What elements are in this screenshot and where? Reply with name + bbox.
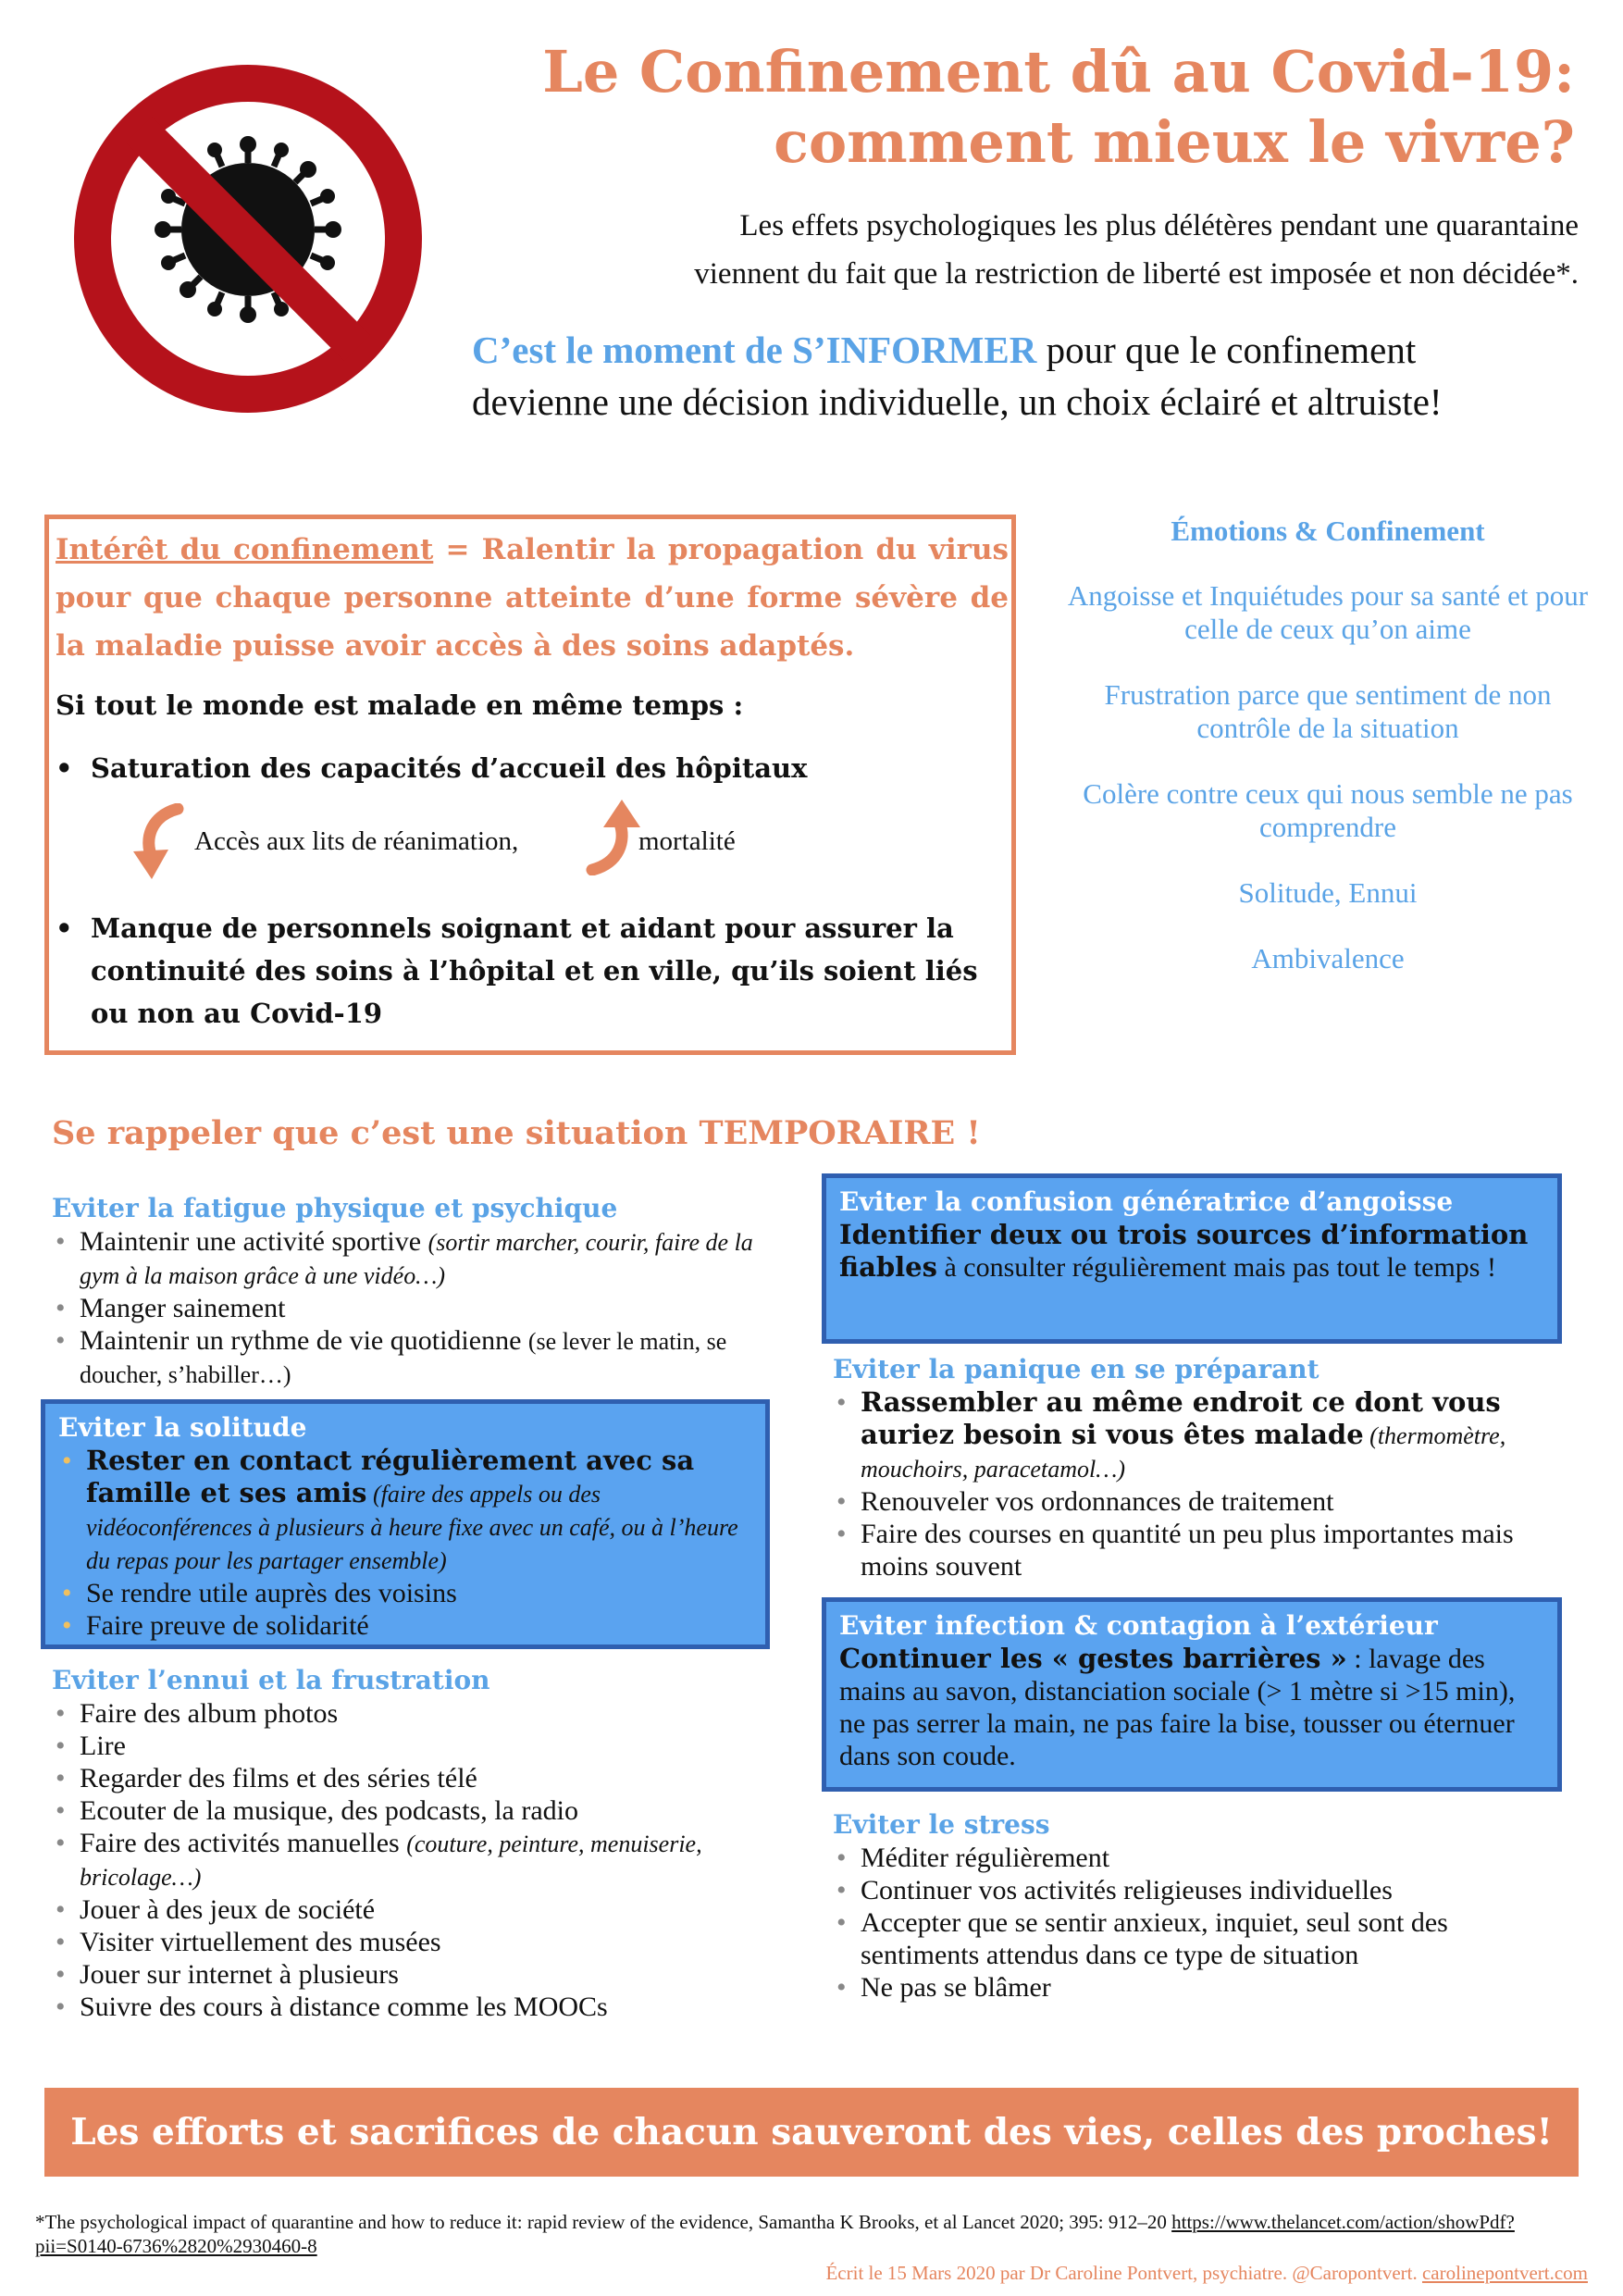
acces-reanimation: Accès aux lits de réanimation, (194, 826, 519, 856)
author-website-link[interactable]: carolinepontvert.com (1421, 2262, 1588, 2284)
bullet-saturation: • Saturation des capacités d’accueil des hôpitaux (56, 752, 808, 784)
section-stress (833, 1808, 1573, 2004)
lancet-link[interactable]: https://www.thelancet.com/action/showPdf?pii=S0140-6736%2820%2930460-8 (35, 2211, 1515, 2257)
section-panique (833, 1353, 1573, 1582)
interest-heading: Intérêt du confinement = Ralentir la propagation du virus pour que chaque personne atteinte d’une forme sévère de la maladie puisse avoir accès à des soins adaptés. (56, 533, 1009, 663)
moment-text: C’est le moment de S’INFORMER pour que le confinement devienne une décision individuelle, un choix éclairé et altruiste! (472, 329, 1443, 423)
list-item: • Rassembler au même endroit ce dont vous auriez besoin si vous êtes malade (thermomètre, mouchoirs, paracetamol…) (833, 1386, 1573, 1485)
list-item: • Regarder des films et des séries télé (52, 1762, 774, 1794)
emotion-item: Ambivalence (1251, 942, 1405, 974)
list-item: • Lire (52, 1730, 774, 1762)
emotion-item: Colère contre ceux qui nous semble ne pas comprendre (1083, 777, 1573, 843)
list-item: • Méditer régulièrement (833, 1842, 1573, 1874)
list-item: • Maintenir une activité sportive (sortir marcher, courir, faire de la gym à la maison grâce à une vidéo…) (52, 1225, 774, 1292)
section-title: Eviter la solitude (58, 1412, 307, 1443)
emotion-item: Solitude, Ennui (1238, 876, 1418, 909)
temporaire-heading: Se rappeler que c’est une situation TEMPORAIRE ! (52, 1114, 981, 1152)
list-item: • Faire preuve de solidarité (58, 1609, 752, 1642)
sick-line: Si tout le monde est malade en même temps : (56, 689, 744, 721)
list-item: • Visiter virtuellement des musées (52, 1926, 774, 1958)
list-item: • Jouer à des jeux de société (52, 1893, 774, 1926)
list-item: • Jouer sur internet à plusieurs (52, 1958, 774, 1991)
bullet-manque: • Manque de personnels soignant et aidant pour assurer la continuité des soins à l’hôpital et en ville, qu’ils soient liés ou non au Covid-19 (56, 912, 978, 1029)
confusion-text: Identifier deux ou trois sources d’information fiables à consulter régulièrement mais pas tout le temps ! (839, 1219, 1529, 1283)
emotions-panel (1055, 515, 1601, 1008)
section-title: Eviter infection & contagion à l’extérieur (839, 1610, 1438, 1641)
list-item: • Se rendre utile auprès des voisins (58, 1577, 752, 1609)
emotion-item: Angoisse et Inquiétudes pour sa santé et pour celle de ceux qu’on aime (1067, 579, 1589, 645)
section-title: Eviter l’ennui et la frustration (52, 1665, 490, 1695)
section-title: Eviter la panique en se préparant (833, 1354, 1319, 1384)
section-title: Eviter la fatigue physique et psychique (52, 1193, 618, 1223)
section-title: Eviter la confusion génératrice d’angoisse (839, 1186, 1454, 1217)
arrow-up-icon (583, 796, 644, 875)
list-item: • Maintenir un rythme de vie quotidienne (se lever le matin, se doucher, s’habiller…) (52, 1324, 774, 1391)
list-item: • Faire des album photos (52, 1697, 774, 1730)
emotions-title: Émotions & Confinement (1171, 515, 1485, 547)
author-credit: Écrit le 15 Mars 2020 par Dr Caroline Pontvert, psychiatre. @Caropontvert. carolinepontvert.com (825, 2262, 1588, 2284)
section-title: Eviter le stress (833, 1809, 1050, 1840)
list-item: • Manger sainement (52, 1292, 774, 1324)
section-fatigue (52, 1192, 774, 1391)
intro-text: Les effets psychologiques les plus délétères pendant une quarantaine viennent du fait que la restriction de liberté est imposée et non décidée*. (694, 209, 1579, 291)
list-item: • Ne pas se blâmer (833, 1971, 1573, 2004)
section-solitude (41, 1399, 770, 1649)
list-item: • Continuer vos activités religieuses individuelles (833, 1874, 1573, 1906)
list-item: • Renouveler vos ordonnances de traitement (833, 1485, 1573, 1518)
list-item: • Faire des courses en quantité un peu plus importantes mais moins souvent (833, 1518, 1573, 1582)
list-item: • Accepter que se sentir anxieux, inquiet, seul sont des sentiments attendus dans ce type de situation (833, 1906, 1573, 1971)
mortalite-label: mortalité (638, 826, 736, 856)
footnote: *The psychological impact of quarantine and how to reduce it: rapid review of the evidence, Samantha K Brooks, et al Lancet 2020; 395: 912–20 https://www.thelancet.com/action/showPdf?pii=S0140-6736%2820%2930460-8 (35, 2211, 1515, 2257)
section-infection (822, 1597, 1562, 1792)
emotion-item: Frustration parce que sentiment de non contrôle de la situation (1104, 678, 1552, 744)
page-title: Le Confinement dû au Covid-19: comment mieux le vivre? (542, 38, 1575, 176)
closing-banner: Les efforts et sacrifices de chacun sauveront des vies, celles des proches! (44, 2088, 1579, 2177)
section-confusion (822, 1173, 1562, 1344)
arrow-down-icon (130, 803, 191, 883)
list-item: • Suivre des cours à distance comme les MOOCs (52, 1991, 774, 2023)
list-item: • Ecouter de la musique, des podcasts, la radio (52, 1794, 774, 1827)
list-item: • Faire des activités manuelles (couture, peinture, menuiserie, bricolage…) (52, 1827, 774, 1893)
list-item: • Rester en contact régulièrement avec sa famille et ses amis (faire des appels ou des vidéoconférences à plusieurs à heure fixe avec un café, ou à l’heure du repas pour les partager ensemble) (58, 1445, 752, 1577)
moment-highlight: C’est le moment de S’INFORMER (472, 329, 1037, 371)
no-virus-icon (72, 63, 424, 415)
infection-text: Continuer les « gestes barrières » : lavage des mains au savon, distanciation sociale (> 1 mètre si >15 min), ne pas serrer la main, ne pas faire la bise, tousser ou éternuer dans son coude. (839, 1643, 1516, 1771)
section-ennui (52, 1664, 774, 2023)
